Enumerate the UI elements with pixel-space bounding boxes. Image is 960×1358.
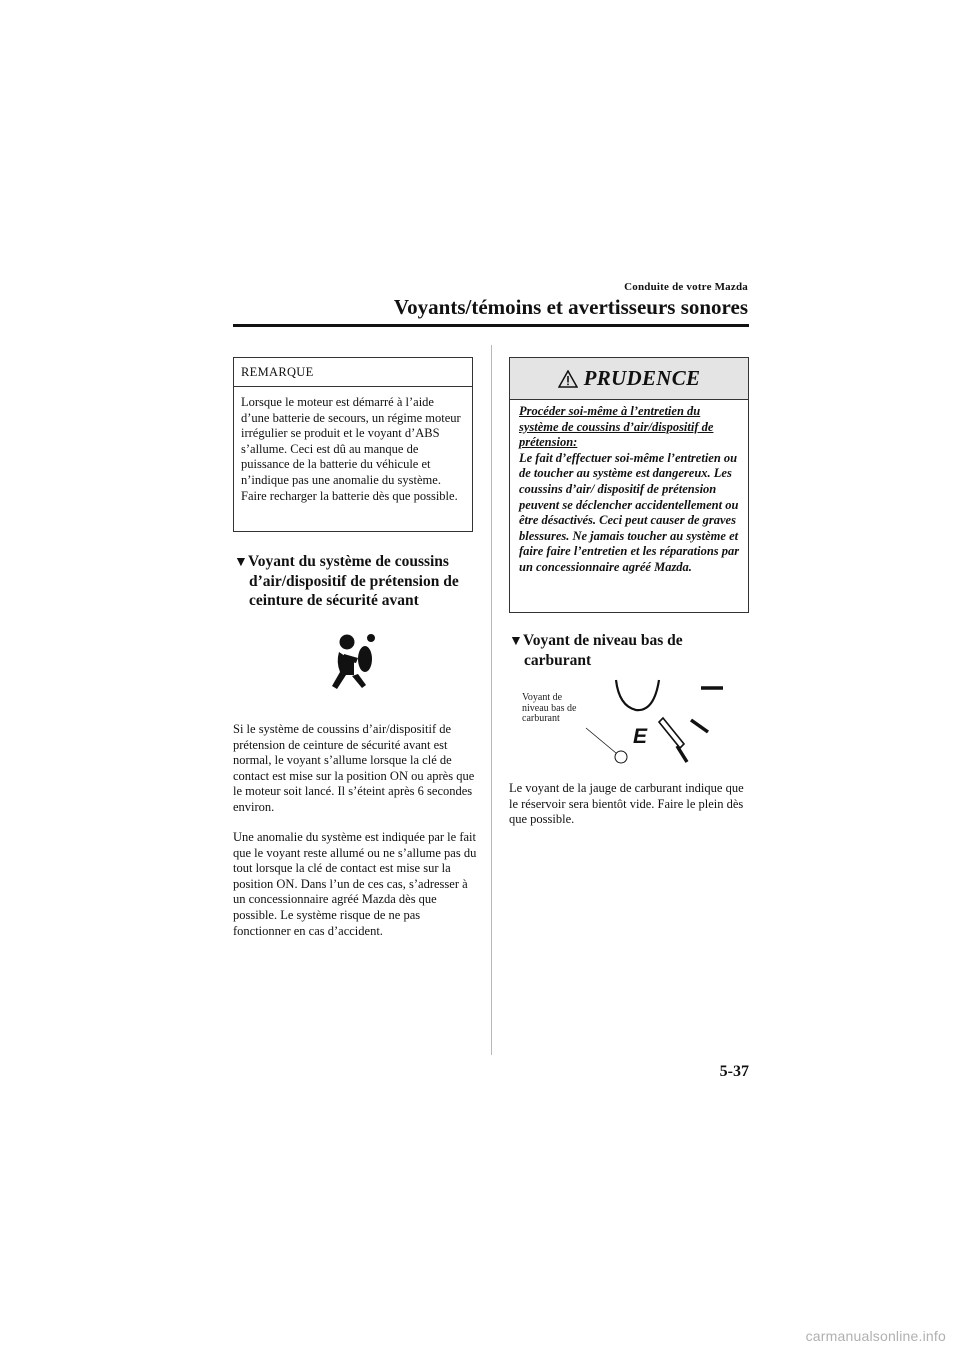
warning-subtitle: Procéder soi-même à l’entretien du système de coussins d’air/dispositif de prétension: [519,404,714,450]
warning-header [510,358,748,400]
note-box [233,357,473,532]
airbag-heading [234,552,484,610]
page-number: 5-37 [719,1063,749,1080]
airbag-warning-icon [330,632,378,692]
watermark: carmanualsonline.info [805,1328,946,1344]
fuel-heading-line2: carburant [524,652,592,669]
note-text: Lorsque le moteur est démarré à l’aide d’une batterie de secours, un régime moteur irrégulier se produit et le voyant d’ABS s’allume. Ceci est dû au manque de puissance de la batterie du véhicule et n’indique pas une anomalie du système. [241,395,461,487]
section-label: Conduite de votre Mazda [624,281,748,293]
note-body [234,387,472,504]
header-rule [233,324,749,327]
gauge-empty-letter: E [633,725,648,748]
fuel-heading-line1: Voyant de niveau bas de [523,632,683,649]
airbag-heading-line1: Voyant du système de coussins [248,553,449,570]
fuel-heading [509,631,749,670]
fuel-paragraph: Le voyant de la jauge de carburant indique que le réservoir sera bientôt vide. Faire le plein dès que possible. [509,781,744,827]
note-title: REMARQUE [234,358,472,387]
page-title: Voyants/témoins et avertisseurs sonores [393,295,748,319]
callout-line-3: carburant [522,713,560,724]
warning-box [509,357,749,613]
triangle-bullet-icon: ▼ [509,634,523,649]
airbag-paragraph-1: Si le système de coussins d’air/dispositif de prétension de ceinture de sécurité avant est normal, le voyant s’allume lorsque la clé de contact est mise sur la position ON ou après que le moteur soit lancé. Il s’éteint après 6 secondes environ. [233,722,475,814]
warning-label: PRUDENCE [583,366,701,390]
airbag-paragraph-2: Une anomalie du système est indiquée par le fait que le voyant reste allumé ou ne s’allume pas du tout lorsque la clé de contact est mise sur la position ON. Dans l’un de ces cas, s’adresser à un concessionnaire agréé Mazda dès que possible. Le système risque de ne pas fonctionner en cas d’accident. [233,830,477,938]
fuel-callout-label [522,693,602,725]
warning-body [510,400,748,576]
note-text-2: Faire recharger la batterie dès que possible. [241,488,458,503]
callout-line-1: Voyant de [522,692,563,703]
triangle-bullet-icon: ▼ [234,555,248,570]
callout-line-2: niveau bas de [522,702,577,714]
column-divider [491,345,492,1055]
warning-triangle-icon [558,370,578,388]
fuel-gauge-figure [509,676,749,776]
airbag-heading-line3: ceinture de sécurité avant [249,592,419,609]
airbag-heading-line2: d’air/dispositif de prétension de [249,573,459,590]
warning-text: Le fait d’effectuer soi-même l’entretien ou de toucher au système est dangereux. Les coussins d’air/ dispositif de prétension peuvent se déclencher accidentellement ou être désactivés. Ceci peut causer de graves blessures. Ne jamais toucher au système et faire faire l’entretien et les réparations par un concessionnaire agréé Mazda. [519,450,740,574]
